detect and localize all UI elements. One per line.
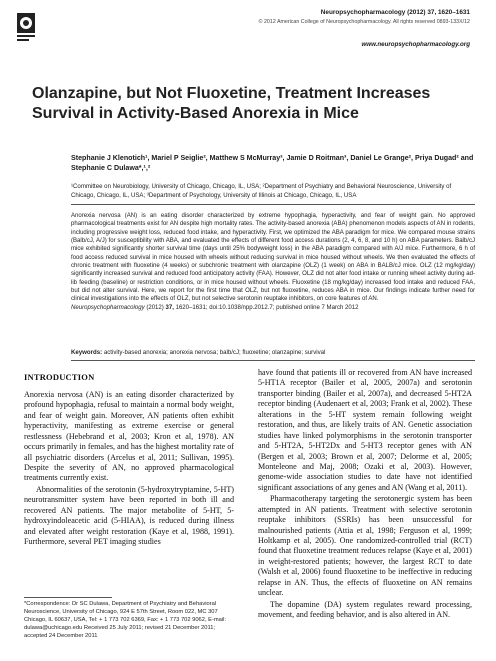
abstract-top-divider bbox=[71, 204, 475, 205]
intro-paragraph-1: Anorexia nervosa (AN) is an eating disorder characterized by profound hypophagia, refusal to maintain a normal body weight, and fear of weight gain. Moreover, AN patients often exhibit hyperactivity, manifesting as extreme exercise or general restlessness (Hebebrand et al, 2003; Kron et al, 1978). AN occurs primarily in females, and has the highest mortality rate of all psychiatric disorders (Arcelus et al, 2011; Sullivan, 1995). Despite the severity of AN, no approved pharmacological treatments currently exist. bbox=[24, 389, 234, 483]
abstract-bottom-divider bbox=[71, 360, 475, 361]
abstract-block bbox=[71, 212, 475, 312]
body-column-left bbox=[24, 372, 234, 549]
author-affiliations: ¹Committee on Neurobiology, University of Chicago, Chicago, IL, USA; ²Department of Psychiatry and Behavioral Neuroscience, University of Chicago, Chicago, IL, USA; ³Department of Psychology, University of Illinois at Chicago, Chicago, IL, USA bbox=[71, 183, 452, 199]
author-list: Stephanie J Klenotich¹, Mariel P Seiglie², Matthew S McMurray³, Jamie D Roitman³, Daniel Le Grange², Priya Dugad² and Stephanie C Dulawa*,¹,² bbox=[71, 154, 474, 173]
keywords-text: activity-based anorexia; anorexia nervosa; balb/cJ; fluoxetine; olanzapine; survival bbox=[103, 349, 326, 356]
keywords-label: Keywords: bbox=[71, 349, 103, 356]
copyright-line: © 2012 American College of Neuropsychopharmacology. All rights reserved 0893-133X/12 bbox=[258, 19, 470, 25]
keywords-line bbox=[71, 349, 475, 356]
citation-journal: Neuropsychopharmacology bbox=[71, 304, 145, 311]
abstract-text: Anorexia nervosa (AN) is an eating disorder characterized by extreme hypophagia, hyperactivity, and fear of weight gain. No approved pharmacological treatments exist for AN despite high mortality rates. The activity-based anorexia (ABA) phenomenon models aspects of AN in rodents, including progressive weight loss, reduced food intake, and hyperactivity. First, we optimized the ABA paradigm for mice. We compared mouse strains (Balb/cJ, A/J) for susceptibility with ABA, and evaluated the effects of different food access durations (2, 4, 6, 8, and 10 h) on ABA parameters. Balb/cJ mice exhibited significantly shorter survival time (days until 25% bodyweight loss) in the ABA paradigm compared with A/J mice. Furthermore, 6 h of food access reduced survival in mice housed with wheels without reducing survival in mice housed without wheels. We then evaluated the effects of chronic treatment with fluoxetine (4 weeks) or subchronic treatment with olanzapine (OLZ) (1 week) on ABA in BALB/cJ mice. OLZ (12 mg/kg/day) significantly increased survival and reduced food anticipatory activity (FAA). However, OLZ did not alter food intake or running wheel activity during ad-lib feeding (baseline) or restriction conditions, or in mice housed without wheels. Fluoxetine (18 mg/kg/day) increased food intake and reduced FAA, but did not alter survival. Here, we report for the first time that OLZ, but not fluoxetine, reduces ABA in mice. Our findings indicate further need for clinical investigations into the effects of OLZ, but not selective serotonin reuptake inhibitors, on core features of AN. bbox=[71, 213, 475, 303]
right-paragraph-2: Pharmacotherapy targeting the serotonergic system has been attempted in AN patients. Treatment with selective serotonin reuptake inhibitors (SSRIs) has been unsuccessful for malnourished patients (Attia et al, 1998; Ferguson et al, 1999; Holtkamp et al, 2005). One randomized-controlled trial (RCT) found that fluoxetine treatment reduces relapse (Kaye et al, 2001) in weight-restored patients; however, the largest RCT to date (Walsh et al, 2006) found fluoxetine to be ineffective in reducing relapse in AN. Thus, the effects of fluoxetine on AN remains unclear. bbox=[258, 494, 472, 598]
journal-citation-header: Neuropsychopharmacology (2012) 37, 1620–1631 bbox=[320, 9, 470, 16]
right-paragraph-1: have found that patients ill or recovered from AN have increased 5-HT1A receptor (Bailer et al, 2005, 2007a) and serotonin transporter binding (Bailer et al, 2007a), and decreased 5-HT2A receptor binding (Audenaert et al, 2003; Frank et al, 2002). These alterations in the 5-HT system remain following weight restoration, and thus, are likely traits of AN. Genetic association studies have linked polymorphisms in the serotonin transporter and 5-HT2A, 5-HT2Dx and 5-HT3 receptor genes with AN (Bergen et al, 2003; Brown et al, 2007; Delorme et al, 2005; Monteleone and Maj, 2008; Ozaki et al, 2003). However, genome-wide association studies to date have not identified significant associations of any genes and AN (Wang et al, 2011). bbox=[258, 368, 472, 492]
citation-year: (2012) bbox=[146, 304, 164, 311]
section-heading-introduction: INTRODUCTION bbox=[24, 372, 95, 382]
journal-logo-icon bbox=[14, 10, 38, 44]
correspondence-footnote: *Correspondence: Dr SC Dulawa, Department of Psychiatry and Behavioral Neuroscience, University of Chicago, 924 E 57th Street, Room 022, MC 307 Chicago, IL 60637, USA, Tel: + 1 773 702 6369, Fax: + 1 773 702 9062, E-mail: dulawa@uchicago.edu Received 25 July 2011; revised 21 December 2011; accepted 24 December 2011 bbox=[24, 601, 227, 639]
citation-details: 1620–1631; doi:10.1038/npp.2012.7; published online 7 March 2012 bbox=[175, 304, 359, 311]
body-column-right bbox=[258, 368, 472, 622]
footnote-divider bbox=[24, 597, 112, 598]
right-paragraph-3: The dopamine (DA) system regulates reward processing, movement, and feeding behavior, and is also altered in AN. bbox=[258, 599, 472, 620]
citation-volume: 37, bbox=[165, 304, 174, 311]
intro-paragraph-2: Abnormalities of the serotonin (5-hydroxytryptamine, 5-HT) neurotransmitter system have been reported in both ill and recovered AN patients. The major metabolite of 5-HT, 5-hydroxyindoleacetic acid (5-HIAA), is reduced during illness and elevated after weight restoration (Kaye et al, 1988, 1991). Furthermore, several PET imaging studies bbox=[24, 484, 234, 547]
article-title: Olanzapine, but Not Fluoxetine, Treatment Increases Survival in Activity-Based Anorexia in Mice bbox=[32, 85, 431, 123]
journal-url-link[interactable]: www.neuropsychopharmacology.org bbox=[361, 41, 470, 48]
